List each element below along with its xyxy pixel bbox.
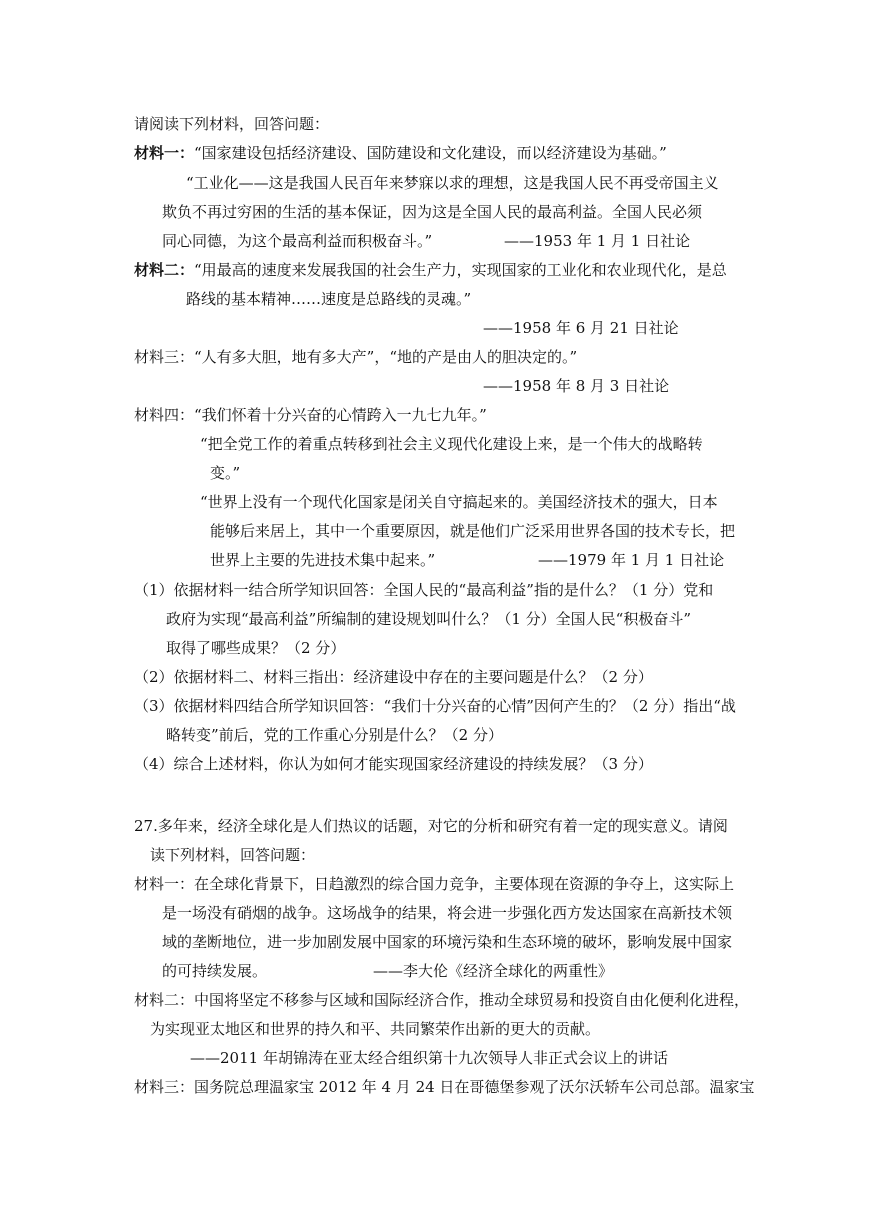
material-text: “国家建设包括经济建设、国防建设和文化建设，而以经济建设为基础。” xyxy=(194,144,667,162)
subquestion-3: （3）依据材料四结合所学知识回答：“我们十分兴奋的心情”因何产生的？（2 分）指出“战 xyxy=(134,697,736,715)
material-1-line: 的可持续发展。 xyxy=(162,962,268,980)
material-3-source: ——1958 年 8 月 3 日社论 xyxy=(483,377,670,395)
material-2-line-2: 路线的基本精神……速度是总路线的灵魂。” xyxy=(186,290,472,308)
material-1-line-1 xyxy=(134,874,734,894)
subquestion-1-cont: 取得了哪些成果？（2 分） xyxy=(166,639,346,657)
subquestion-3-cont: 略转变”前后，党的工作重心分别是什么？（2 分） xyxy=(166,726,503,744)
material-1-line: 域的垄断地位，进一步加剧发展中国家的环境污染和生态环境的破坏，影响发展中国家 xyxy=(162,933,733,951)
material-text: 国务院总理温家宝 2012 年 4 月 24 日在哥德堡参观了沃尔沃轿车公司总部。温家宝 xyxy=(194,1078,755,1096)
material-2-line-1 xyxy=(134,990,749,1010)
material-4-quote-line: 世界上主要的先进技术集中起来。” xyxy=(210,551,436,569)
material-1-quote-line: 欺负不再过穷困的生活的基本保证，因为这是全国人民的最高利益。全国人民必须 xyxy=(162,203,703,221)
material-4-quote-line: “把全党工作的着重点转移到社会主义现代化建设上来，是一个伟大的战略转 xyxy=(200,435,703,453)
intro-text: 请阅读下列材料，回答问题： xyxy=(134,115,330,133)
material-text: “我们怀着十分兴奋的心情跨入一九七九年。” xyxy=(194,406,487,424)
material-2-line: 为实现亚太地区和世界的持久和平、共同繁荣作出新的更大的贡献。 xyxy=(150,1020,601,1038)
material-label: 材料三： xyxy=(134,1078,195,1096)
subquestion-2: （2）依据材料二、材料三指出：经济建设中存在的主要问题是什么？（2 分） xyxy=(134,668,653,686)
material-1-line-1 xyxy=(134,143,667,163)
material-1-source: ——李大伦《经济全球化的两重性》 xyxy=(373,962,614,980)
material-label: 材料一： xyxy=(134,144,195,162)
question-27-title-cont: 读下列材料，回答问题： xyxy=(150,846,316,864)
material-label: 材料二： xyxy=(134,261,195,279)
material-1-quote-line: 同心同德，为这个最高利益而积极奋斗。” xyxy=(162,232,433,250)
material-2-line-1 xyxy=(134,260,727,280)
material-text: “用最高的速度来发展我国的社会生产力，实现国家的工业化和农业现代化，是总 xyxy=(194,261,727,279)
material-1-source: ——1953 年 1 月 1 日社论 xyxy=(504,232,691,250)
question-27-title: 27.多年来，经济全球化是人们热议的话题，对它的分析和研究有着一定的现实意义。请阅 xyxy=(134,817,728,835)
material-text: “人有多大胆，地有多大产”，“地的产是由人的胆决定的。” xyxy=(194,348,578,366)
material-label: 材料二： xyxy=(134,991,195,1009)
material-4-source: ——1979 年 1 月 1 日社论 xyxy=(538,551,725,569)
material-1-quote-line: “工业化——这是我国人民百年来梦寐以求的理想，这是我国人民不再受帝国主义 xyxy=(186,174,719,192)
material-label: 材料四： xyxy=(134,406,195,424)
material-4-quote-line: “世界上没有一个现代化国家是闭关自守搞起来的。美国经济技术的强大，日本 xyxy=(200,493,718,511)
material-4-line-1 xyxy=(134,405,487,425)
material-label: 材料一： xyxy=(134,875,195,893)
material-1-line: 是一场没有硝烟的战争。这场战争的结果，将会进一步强化西方发达国家在高新技术领 xyxy=(162,904,733,922)
material-3-line-1 xyxy=(134,347,577,367)
material-label: 材料三： xyxy=(134,348,195,366)
material-2-source: ——2011 年胡锦涛在亚太经合组织第十九次领导人非正式会议上的讲话 xyxy=(190,1049,668,1067)
material-text: 在全球化背景下，日趋激烈的综合国力竞争，主要体现在资源的争夺上，这实际上 xyxy=(194,875,735,893)
subquestion-4: （4）综合上述材料，你认为如何才能实现国家经济建设的持续发展？（3 分） xyxy=(134,755,653,773)
subquestion-1-cont: 政府为实现“最高利益”所编制的建设规划叫什么？（1 分）全国人民“积极奋斗” xyxy=(166,610,691,628)
material-text: 中国将坚定不移参与区域和国际经济合作，推动全球贸易和投资自由化便利化进程， xyxy=(194,991,750,1009)
material-2-source: ——1958 年 6 月 21 日社论 xyxy=(483,319,679,337)
material-3-line-1 xyxy=(134,1077,754,1097)
subquestion-1: （1）依据材料一结合所学知识回答：全国人民的“最高利益”指的是什么？（1 分）党和 xyxy=(134,581,714,599)
material-4-quote-line: 变。” xyxy=(210,464,241,482)
material-4-quote-line: 能够后来居上，其中一个重要原因，就是他们广泛采用世界各国的技术专长，把 xyxy=(210,522,736,540)
